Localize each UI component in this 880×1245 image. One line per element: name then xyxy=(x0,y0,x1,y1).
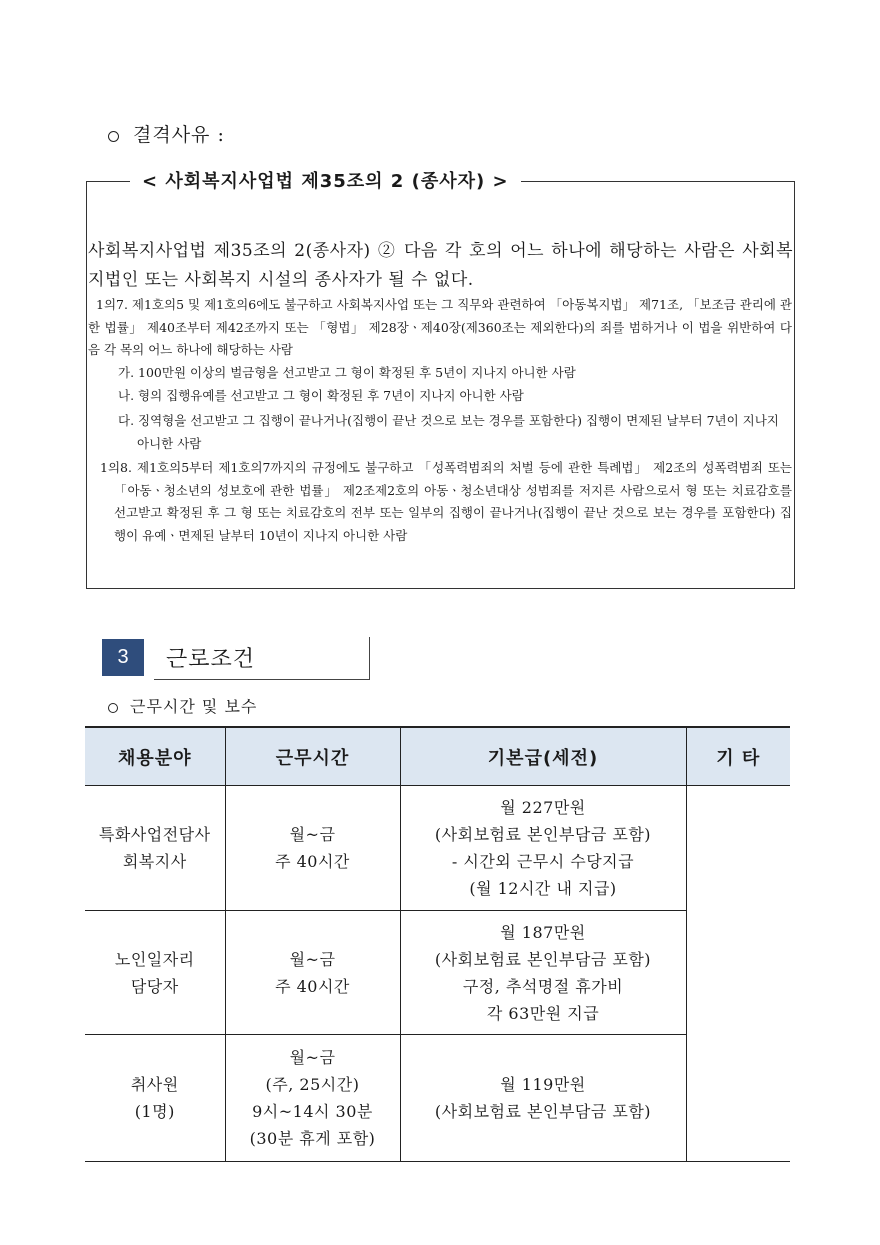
table-header-row xyxy=(85,727,790,786)
cell-pay: 월 119만원 (사회보험료 본인부담금 포함) xyxy=(400,1035,686,1162)
law-item-1-8: 1의8. 제1호의5부터 제1호의7까지의 규정에도 불구하고 「성폭력범죄의 처벌 등에 관한 특례법」 제2조의 성폭력범죄 또는 「아동ㆍ청소년의 성보호에 관한 법률」 제2조제2호의 아동ㆍ청소년대상 성범죄를 저지른 사람으로서 형 또는 치료감호를 선고받고 확정된 후 그 형 또는 치료감호의 전부 또는 일부의 집행이 끝나거나(집행이 끝난 것으로 보는 경우를 포함한다) 집행이 유예ㆍ면제된 날부터 10년이 지나지 아니한 사람 xyxy=(100,460,792,543)
header-field: 채용분야 xyxy=(85,727,225,786)
section-title-underline xyxy=(154,679,370,680)
header-pay: 기본급(세전) xyxy=(400,727,686,786)
section-title-divider xyxy=(369,637,370,680)
cell-field: 노인일자리 담당자 xyxy=(85,911,225,1035)
header-etc: 기 타 xyxy=(686,727,790,786)
cell-pay: 월 227만원 (사회보험료 본인부담금 포함) - 시간외 근무시 수당지급 (월 12시간 내 지급) xyxy=(400,786,686,911)
disqualification-heading: 결격사유 : xyxy=(108,120,225,147)
pay-table xyxy=(85,726,790,1162)
bullet-circle-icon xyxy=(108,703,118,713)
cell-pay: 월 187만원 (사회보험료 본인부담금 포함) 구정, 추석명절 휴가비 각 63만원 지급 xyxy=(400,911,686,1035)
cell-field: 취사원 (1명) xyxy=(85,1035,225,1162)
table-row xyxy=(85,1035,790,1162)
cell-etc xyxy=(686,786,790,1162)
cell-hours: 월~금 주 40시간 xyxy=(225,786,400,911)
law-item-1-7: 1의7. 제1호의5 및 제1호의6에도 불구하고 사회복지사업 또는 그 직무와 관련하여 「아동복지법」 제71조, 「보조금 관리에 관한 법률」 제40조부터 제42조까지 또는 「형법」 제28장ㆍ제40장(제360조는 제외한다)의 죄를 범하거나 이 법을 위반하여 다음 각 목의 어느 하나에 해당하는 사람 xyxy=(88,297,792,357)
header-hours: 근무시간 xyxy=(225,727,400,786)
cell-hours: 월~금 (주, 25시간) 9시~14시 30분 (30분 휴게 포함) xyxy=(225,1035,400,1162)
law-subitem-ga: 가. 100만원 이상의 벌금형을 선고받고 그 형이 확정된 후 5년이 지나지 아니한 사람 xyxy=(118,365,576,380)
table-row xyxy=(85,911,790,1035)
law-subitem-na: 나. 형의 집행유예를 선고받고 그 형이 확정된 후 7년이 지나지 아니한 사람 xyxy=(118,388,524,403)
cell-field: 특화사업전담사 회복지사 xyxy=(85,786,225,911)
law-lead-paragraph: 사회복지사업법 제35조의 2(종사자) ② 다음 각 호의 어느 하나에 해당하는 사람은 사회복지법인 또는 사회복지 시설의 종사자가 될 수 없다. xyxy=(88,241,793,290)
work-conditions-subheading: 근무시간 및 보수 xyxy=(108,694,257,717)
section-title: 근로조건 xyxy=(166,647,256,672)
bullet-circle-icon xyxy=(108,131,119,142)
table-row xyxy=(85,786,790,911)
section-number-badge: 3 xyxy=(102,639,144,676)
cell-hours: 월~금 주 40시간 xyxy=(225,911,400,1035)
law-subitem-da: 다. 징역형을 선고받고 그 집행이 끝나거나(집행이 끝난 것으로 보는 경우를 포함한다) 집행이 면제된 날부터 7년이 지나지 아니한 사람 xyxy=(118,413,779,451)
law-title: < 사회복지사업법 제35조의 2 (종사자) > xyxy=(130,167,521,193)
